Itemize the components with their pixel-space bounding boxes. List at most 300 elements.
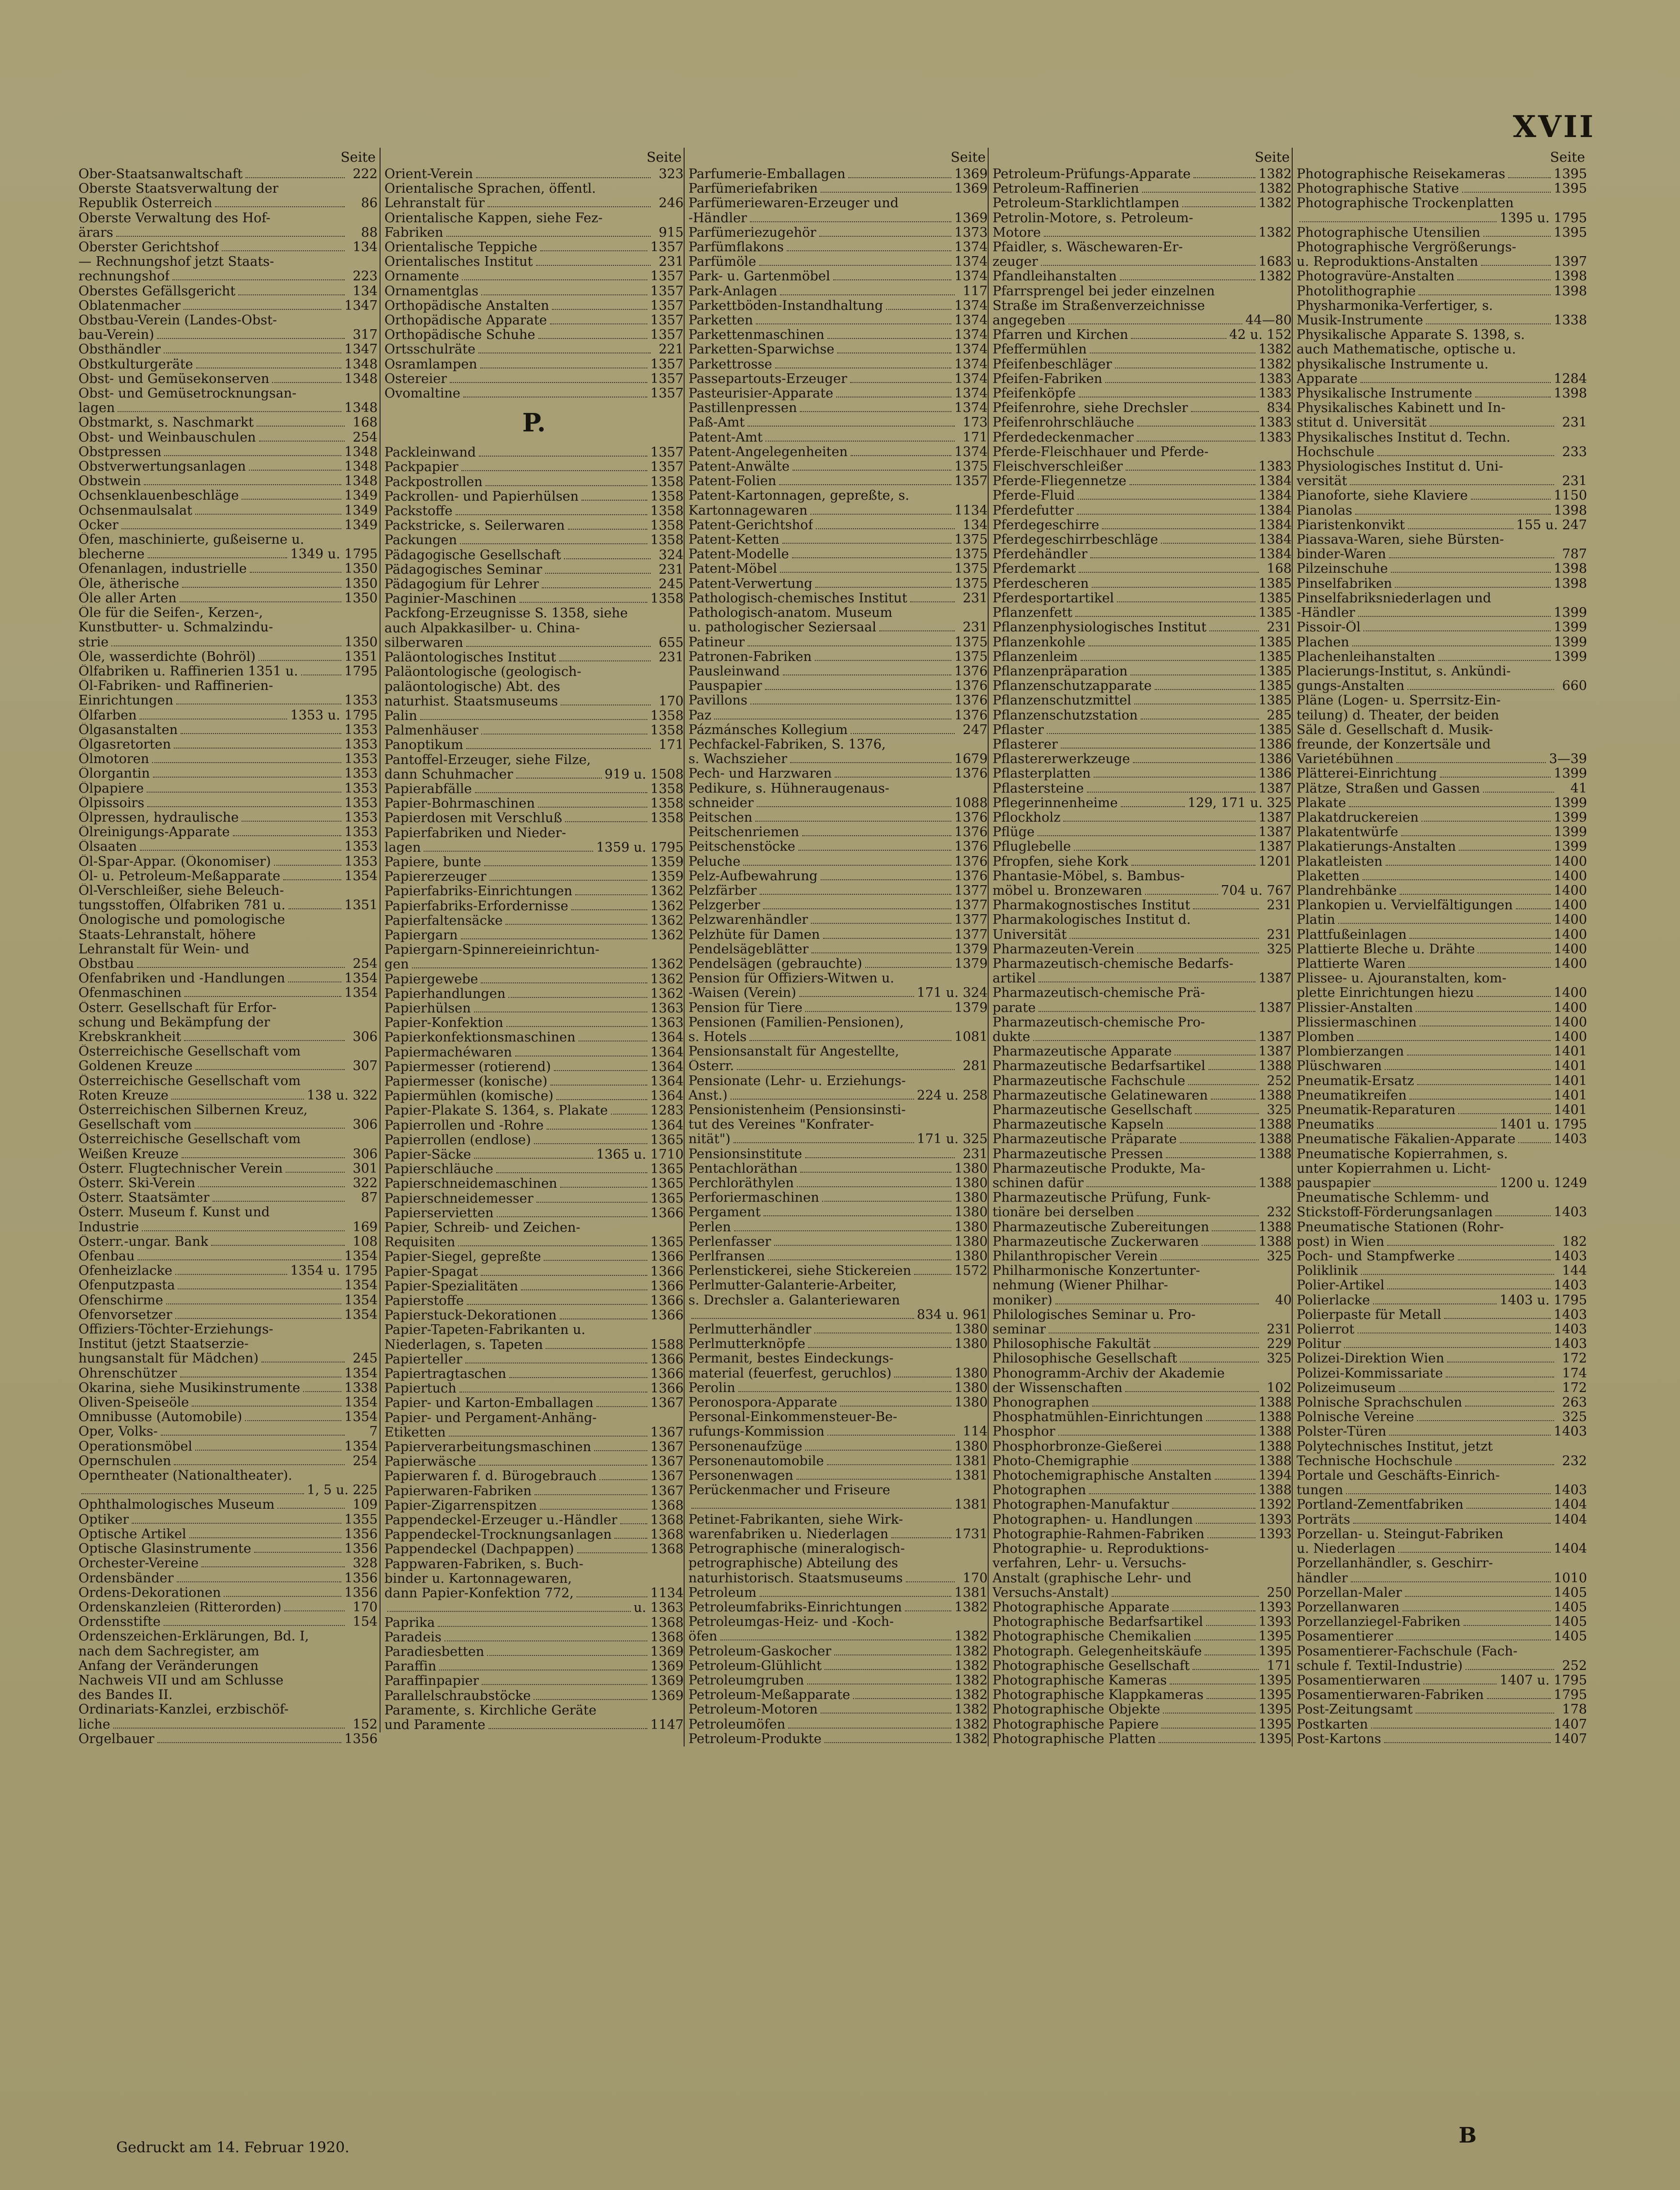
entry-term: Patent-Angelegenheiten: [688, 444, 848, 459]
leader-dots: [1055, 1303, 1259, 1304]
index-entry: [993, 1527, 1292, 1542]
leader-dots: [750, 221, 951, 222]
entry-term: Photograph. Gelegenheitskäufe: [993, 1644, 1202, 1659]
leader-dots: [1092, 587, 1255, 588]
leader-dots: [1387, 1288, 1551, 1289]
index-entry: [78, 577, 378, 591]
entry-page-ref: 1387: [1258, 781, 1292, 796]
leader-dots: [851, 455, 951, 456]
leader-dots: [161, 1435, 345, 1436]
entry-term: dann Schuhmacher: [384, 767, 513, 782]
index-entry: [1297, 1293, 1587, 1308]
leader-dots: [1074, 850, 1255, 851]
entry-term: Petroleumfabriks-Einrichtungen: [688, 1600, 902, 1615]
index-entry: [688, 898, 988, 913]
leader-dots: [577, 1596, 647, 1597]
entry-term: Packstricke, s. Seilerwaren: [384, 519, 565, 534]
entry-term: Ornamentglas: [384, 284, 479, 299]
index-entry: [993, 211, 1292, 226]
index-entry: [78, 1395, 378, 1410]
index-entry: [993, 240, 1292, 255]
entry-term: Patent-Ketten: [688, 533, 779, 548]
entry-term: Plattierte Waren: [1297, 956, 1406, 971]
entry-page-ref: 1379: [954, 942, 988, 957]
leader-dots: [891, 1537, 951, 1538]
index-entry: [993, 1629, 1292, 1644]
entry-page-ref: 1398: [1554, 503, 1587, 518]
entry-term: Anfang der Veränderungen: [78, 1658, 259, 1673]
entry-term: Piassava-Waren, siehe Bürsten-: [1297, 533, 1504, 548]
index-entry: [688, 811, 988, 825]
index-entry: [384, 1221, 684, 1235]
entry-page-ref: 252: [1562, 1658, 1587, 1673]
entry-term: Oberster Gerichtshof: [78, 240, 219, 255]
entry-page-ref: 325: [1267, 1351, 1292, 1366]
leader-dots: [1192, 1669, 1259, 1670]
leader-dots: [1299, 221, 1497, 222]
index-entry: [78, 752, 378, 766]
leader-dots: [1371, 1728, 1551, 1729]
index-entry: [384, 826, 684, 841]
entry-term: Ochsenmaulsalat: [78, 503, 193, 518]
index-entry: [688, 474, 988, 489]
leader-dots: [536, 265, 651, 266]
index-entry: [688, 1702, 988, 1717]
leader-dots: [144, 484, 341, 485]
index-entry: [384, 796, 684, 811]
entry-term: Papier-Plakate S. 1364, s. Plakate: [384, 1103, 608, 1118]
leader-dots: [1477, 996, 1551, 997]
entry-page-ref: 1366: [650, 1250, 684, 1265]
leader-dots: [837, 352, 951, 353]
entry-term: Plissee- u. Ajouranstalten, kom-: [1297, 971, 1507, 986]
entry-term: Paramente, s. Kirchliche Geräte: [384, 1703, 596, 1718]
index-entry: [78, 1702, 378, 1717]
entry-page-ref: 1386: [1258, 766, 1292, 781]
entry-page-ref: 1404: [1554, 1498, 1587, 1513]
index-entry: [688, 1074, 988, 1088]
index-entry: [1297, 1074, 1587, 1088]
entry-term: Orientalische Sprachen, öffentl.: [384, 182, 596, 197]
leader-dots: [164, 352, 341, 353]
index-entry: [384, 240, 684, 255]
entry-page-ref: 1353: [344, 796, 378, 811]
index-entry: [78, 1615, 378, 1629]
index-entry: [993, 1483, 1292, 1498]
index-entry: [78, 884, 378, 898]
index-entry: [993, 606, 1292, 620]
leader-dots: [1211, 1099, 1255, 1100]
entry-term: Pflanzenleim: [993, 649, 1078, 664]
index-entry: [384, 1250, 684, 1264]
entry-term: verfahren, Lehr- u. Versuchs-: [993, 1556, 1187, 1571]
entry-page-ref: 1399: [1554, 766, 1587, 781]
entry-term: Pflanzenkohle: [993, 635, 1085, 650]
index-entry: [78, 255, 378, 269]
entry-term: seminar: [993, 1322, 1046, 1337]
index-entry: [78, 1059, 378, 1073]
entry-page-ref: 1395 u. 1795: [1499, 211, 1587, 226]
index-entry: [384, 650, 684, 665]
leader-dots: [1039, 1011, 1255, 1012]
entry-page-ref: 222: [352, 167, 378, 182]
index-entry: [78, 1629, 378, 1644]
entry-term: Österr. Gesellschaft für Erfor-: [78, 1000, 277, 1015]
leader-dots: [714, 719, 951, 720]
entry-term: Ober-Staatsanwaltschaft: [78, 167, 243, 182]
entry-page-ref: 1400: [1554, 986, 1587, 1001]
index-entry: [688, 1571, 988, 1586]
entry-term: Plachenleihanstalten: [1297, 649, 1436, 664]
entry-term: Paprika: [384, 1615, 435, 1630]
entry-page-ref: 254: [352, 430, 378, 445]
entry-page-ref: 1380: [954, 1337, 988, 1352]
entry-page-ref: 1359 u. 1795: [596, 840, 684, 855]
leader-dots: [1161, 543, 1255, 544]
entry-term: Pflastersteine: [993, 781, 1084, 796]
leader-dots: [222, 250, 345, 251]
leader-dots: [175, 1274, 288, 1275]
index-entry: [688, 693, 988, 708]
index-entry: [1297, 1732, 1587, 1746]
entry-term: schule f. Textil-Industrie): [1297, 1658, 1463, 1673]
entry-page-ref: 231: [1267, 898, 1292, 913]
leader-dots: [1163, 1713, 1255, 1714]
entry-page-ref: 1357: [650, 298, 684, 313]
leader-dots: [1137, 952, 1259, 953]
index-entry: [993, 679, 1292, 693]
entry-page-ref: 1397: [1554, 255, 1587, 270]
entry-term: Philanthropischer Verein: [993, 1249, 1158, 1264]
leader-dots: [756, 323, 951, 324]
entry-page-ref: 1385: [1258, 576, 1292, 591]
index-entry: [384, 1381, 684, 1396]
leader-dots: [816, 528, 955, 529]
leader-dots: [1373, 1303, 1497, 1304]
entry-term: Pelzwarenhändler: [688, 913, 808, 928]
index-entry: [993, 1600, 1292, 1615]
entry-term: Plaketten: [1297, 869, 1360, 884]
entry-page-ref: 7: [369, 1424, 378, 1440]
entry-term: Papierfabriks-Einrichtungen: [384, 884, 573, 899]
entry-term: Personenwagen: [688, 1469, 794, 1484]
index-entry: [993, 1220, 1292, 1235]
leader-dots: [272, 382, 341, 383]
entry-page-ref: 138 u. 322: [306, 1088, 378, 1103]
index-entry: [993, 1410, 1292, 1424]
entry-term: Pinselfabriken: [1297, 576, 1392, 591]
entry-term: Parfümeriezugehör: [688, 225, 816, 240]
leader-dots: [1361, 1274, 1554, 1275]
entry-page-ref: 1364: [650, 1059, 684, 1074]
entry-term: Packpostrollen: [384, 475, 483, 490]
entry-page-ref: 154: [352, 1615, 378, 1630]
leader-dots: [534, 1143, 648, 1144]
leader-dots: [1421, 821, 1551, 822]
index-entry: [993, 182, 1292, 196]
leader-dots: [257, 426, 345, 427]
entry-term: Packstoffe: [384, 504, 453, 519]
entry-term: Phonogramm-Archiv der Akademie: [993, 1366, 1225, 1381]
entry-term: binder u. Kartonnagewaren,: [384, 1571, 572, 1586]
entry-page-ref: 1379: [954, 1000, 988, 1015]
index-entry: [993, 226, 1292, 240]
entry-term: auch Mathematische, optische u.: [1297, 342, 1516, 357]
entry-page-ref: 1375: [954, 649, 988, 664]
leader-dots: [274, 865, 342, 866]
index-entry: [993, 1673, 1292, 1688]
index-entry: [688, 971, 988, 986]
entry-term: Photolithographie: [1297, 284, 1416, 299]
entry-term: Papierteller: [384, 1352, 462, 1367]
entry-term: Pfeffermühlen: [993, 342, 1087, 357]
leader-dots: [1408, 967, 1551, 968]
entry-page-ref: 1400: [1554, 883, 1587, 898]
entry-term: Pausleinwand: [688, 664, 780, 679]
entry-page-ref: 1388: [1258, 1088, 1292, 1103]
leader-dots: [1142, 192, 1255, 193]
entry-term: Petroleum-Motoren: [688, 1702, 818, 1717]
entry-page-ref: 1388: [1258, 1483, 1292, 1498]
index-entry: [993, 840, 1292, 854]
index-entry: [1297, 1542, 1587, 1556]
leader-dots: [476, 177, 651, 178]
leader-dots: [213, 1201, 345, 1202]
entry-term: Pferde-Fluid: [993, 489, 1075, 504]
leader-dots: [157, 1742, 342, 1743]
entry-page-ref: 1404: [1554, 1512, 1587, 1527]
entry-term: Oliven-Speiseöle: [78, 1395, 189, 1410]
leader-dots: [614, 1538, 647, 1539]
leader-dots: [792, 557, 952, 558]
index-entry: [78, 401, 378, 415]
entry-term: Pechfackel-Fabriken, S. 1376,: [688, 737, 886, 752]
index-entry: [1297, 1147, 1587, 1162]
entry-page-ref: 1376: [954, 825, 988, 840]
index-entry: [78, 518, 378, 533]
entry-term: Parfümflakons: [688, 240, 784, 255]
leader-dots: [738, 1391, 952, 1392]
index-entry: [993, 1440, 1292, 1454]
index-entry: [384, 1323, 684, 1337]
index-entry: [78, 1030, 378, 1044]
entry-term: Pflegerinnenheime: [993, 796, 1118, 811]
leader-dots: [1130, 674, 1255, 675]
entry-term: Ölfarben: [78, 708, 137, 723]
index-entry: [993, 1044, 1292, 1059]
index-entry: [1297, 562, 1587, 576]
index-entry: [78, 1440, 378, 1454]
entry-term: Etiketten: [384, 1425, 446, 1440]
entry-term: schinen dafür: [993, 1176, 1084, 1191]
leader-dots: [1215, 1479, 1256, 1480]
index-entry: [993, 664, 1292, 679]
index-entry: [993, 1264, 1292, 1278]
index-entry: [688, 913, 988, 927]
index-entry: [688, 1147, 988, 1162]
entry-term: Patronen-Fabriken: [688, 649, 812, 664]
entry-term: Papierrollen und -Rohre: [384, 1118, 544, 1133]
entry-page-ref: 1134: [954, 503, 988, 518]
index-entry: [78, 1571, 378, 1586]
index-entry: [993, 1308, 1292, 1322]
leader-dots: [509, 1377, 648, 1378]
leader-dots: [475, 792, 648, 793]
entry-term: Post-Kartons: [1297, 1731, 1381, 1746]
entry-term: Photographische Utensilien: [1297, 225, 1481, 240]
entry-term: Pädagogisches Seminar: [384, 562, 542, 577]
entry-term: Ölorgantin: [78, 766, 150, 781]
index-entry: [688, 1440, 988, 1454]
leader-dots: [261, 1362, 345, 1363]
entry-page-ref: 1380: [954, 1205, 988, 1220]
entry-term: Patent-Möbel: [688, 562, 778, 577]
entry-term: Kunstbutter- u. Schmalzindu-: [78, 620, 273, 635]
entry-term: Kartonnagewaren: [688, 503, 808, 518]
entry-page-ref: 1381: [954, 1585, 988, 1600]
leader-dots: [479, 1465, 647, 1466]
index-entry: [993, 928, 1292, 942]
leader-dots: [182, 587, 341, 588]
entry-page-ref: 1383: [1258, 430, 1292, 445]
index-entry: [993, 1732, 1292, 1746]
entry-page-ref: 1376: [954, 810, 988, 825]
entry-term: -Händler: [1297, 606, 1355, 621]
entry-page-ref: 1283: [650, 1103, 684, 1118]
leader-dots: [189, 1537, 342, 1538]
entry-page-ref: 1395: [1258, 1644, 1292, 1659]
entry-term: Ordensbänder: [78, 1571, 174, 1586]
leader-dots: [540, 1509, 647, 1510]
entry-term: Öle, wasserdichte (Bohröl): [78, 649, 256, 664]
entry-term: Petroleumgruben: [688, 1673, 804, 1688]
leader-dots: [760, 1596, 952, 1597]
index-entry: [688, 1454, 988, 1469]
entry-term: Österr.: [688, 1059, 734, 1074]
leader-dots: [1094, 777, 1255, 778]
entry-term: Ochsenklauenbeschläge: [78, 489, 239, 504]
leader-dots: [853, 1698, 951, 1699]
entry-page-ref: 1201: [1258, 854, 1292, 869]
entry-page-ref: 1376: [954, 854, 988, 869]
entry-term: Phosphor: [993, 1424, 1055, 1440]
entry-page-ref: 1357: [650, 386, 684, 401]
entry-term: Pferde-Fleischhauer und Pferde-: [993, 444, 1209, 459]
index-entry: [688, 1629, 988, 1644]
entry-page-ref: 1395: [1258, 1673, 1292, 1688]
entry-term: Pelzhüte für Damen: [688, 927, 820, 942]
entry-term: Ölpissoirs: [78, 796, 145, 811]
entry-page-ref: 1357: [650, 371, 684, 386]
entry-page-ref: 1383: [1258, 415, 1292, 430]
leader-dots: [827, 1464, 952, 1465]
entry-term: Papierwaren f. d. Bürogebrauch: [384, 1469, 597, 1484]
index-entry: [78, 1644, 378, 1659]
entry-term: gungs-Anstalten: [1297, 679, 1405, 694]
leader-dots: [1087, 792, 1256, 793]
entry-page-ref: 1368: [650, 1615, 684, 1630]
entry-page-ref: 1358: [650, 781, 684, 796]
entry-page-ref: 172: [1562, 1351, 1587, 1366]
entry-term: Packrollen- und Papierhülsen: [384, 489, 579, 504]
index-entry: [384, 1528, 684, 1542]
entry-term: Österreichische Gesellschaft vom: [78, 1132, 301, 1147]
leader-dots: [1423, 1684, 1497, 1685]
index-entry: [78, 1410, 378, 1424]
index-entry: [688, 547, 988, 562]
entry-term: Anst.): [688, 1088, 728, 1103]
entry-term: Papiererzeuger: [384, 870, 487, 885]
entry-page-ref: 1380: [954, 1380, 988, 1395]
entry-term: Plomben: [1297, 1029, 1355, 1044]
leader-dots: [807, 1684, 952, 1685]
index-entry: [384, 1103, 684, 1118]
index-entry: [993, 1498, 1292, 1512]
index-entry: [993, 1059, 1292, 1073]
entry-page-ref: 322: [352, 1176, 378, 1191]
index-entry: [688, 1351, 988, 1366]
entry-term: Papierwäsche: [384, 1455, 476, 1470]
leader-dots: [1377, 455, 1554, 456]
entry-page-ref: 1375: [954, 459, 988, 475]
entry-term: Orient-Verein: [384, 167, 473, 182]
index-entry: [78, 1147, 378, 1162]
index-entry: [384, 899, 684, 914]
entry-page-ref: 1395: [1258, 1688, 1292, 1703]
entry-page-ref: 1364: [650, 1030, 684, 1045]
index-entry: [1297, 1176, 1587, 1191]
index-entry: [688, 313, 988, 328]
entry-term: Packleinwand: [384, 445, 476, 460]
leader-dots: [481, 982, 647, 983]
leader-dots: [479, 456, 647, 457]
index-entry: [993, 971, 1292, 986]
leader-dots: [1396, 762, 1546, 763]
index-entry: [1297, 752, 1587, 766]
leader-dots: [547, 1129, 647, 1130]
entry-page-ref: 328: [352, 1556, 378, 1571]
leader-dots: [1194, 1639, 1255, 1640]
entry-page-ref: 1399: [1554, 796, 1587, 811]
entry-page-ref: 1134: [650, 1586, 684, 1601]
entry-term: Porzellanhändler, s. Geschirr-: [1297, 1556, 1493, 1571]
leader-dots: [1447, 1362, 1554, 1363]
entry-page-ref: 1385: [1258, 635, 1292, 650]
entry-term: auch Alpakkasilber- u. China-: [384, 621, 580, 636]
entry-page-ref: 323: [658, 167, 684, 182]
entry-term: Polnische Vereine: [1297, 1410, 1414, 1425]
leader-dots: [1438, 660, 1551, 661]
leader-dots: [783, 674, 951, 675]
entry-page-ref: 1384: [1258, 474, 1292, 489]
entry-term: Paradiesbetten: [384, 1644, 485, 1659]
entry-page-ref: 325: [1267, 1103, 1292, 1118]
entry-term: Plattfußeinlagen: [1297, 927, 1407, 942]
entry-page-ref: 1356: [344, 1571, 378, 1586]
entry-term: Papierwaren-Fabriken: [384, 1484, 532, 1499]
index-entry: [384, 1001, 684, 1016]
entry-page-ref: 1354: [344, 1439, 378, 1454]
entry-term: Packfong-Erzeugnisse S. 1358, siehe: [384, 606, 628, 621]
entry-term: Pendelsägen (gebrauchte): [688, 956, 862, 971]
entry-page-ref: 1369: [650, 1674, 684, 1689]
leader-dots: [1172, 1508, 1256, 1509]
leader-dots: [1398, 1552, 1551, 1553]
index-entry: [384, 1703, 684, 1718]
leader-dots: [1465, 1406, 1554, 1407]
entry-page-ref: 1362: [650, 986, 684, 1001]
entry-term: naturhistorisch. Staatsmuseums: [688, 1571, 903, 1586]
